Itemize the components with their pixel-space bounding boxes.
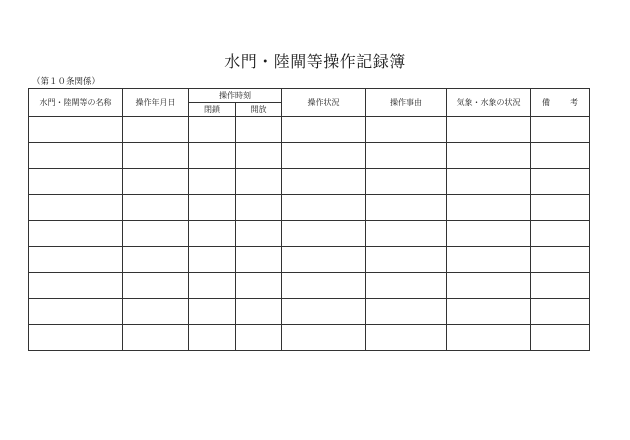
header-open: 開放 (236, 103, 282, 117)
cell-close[interactable] (189, 169, 236, 195)
cell-status[interactable] (282, 169, 366, 195)
cell-name[interactable] (29, 117, 123, 143)
cell-reason[interactable] (366, 247, 447, 273)
cell-open[interactable] (236, 325, 282, 351)
cell-name[interactable] (29, 299, 123, 325)
cell-reason[interactable] (366, 221, 447, 247)
cell-weather[interactable] (447, 221, 531, 247)
cell-status[interactable] (282, 247, 366, 273)
table-row (29, 247, 590, 273)
cell-open[interactable] (236, 273, 282, 299)
header-weather: 気象・水象の状況 (447, 89, 531, 117)
cell-weather[interactable] (447, 325, 531, 351)
cell-reason[interactable] (366, 143, 447, 169)
cell-remarks[interactable] (531, 169, 590, 195)
regulation-note: （第１０条関係） (32, 77, 101, 87)
cell-status[interactable] (282, 117, 366, 143)
header-remarks-char-1: 備 (542, 98, 550, 107)
log-body (29, 117, 590, 351)
cell-name[interactable] (29, 143, 123, 169)
cell-weather[interactable] (447, 299, 531, 325)
header-date: 操作年月日 (123, 89, 189, 117)
table-row (29, 143, 590, 169)
cell-weather[interactable] (447, 169, 531, 195)
table-row (29, 299, 590, 325)
cell-name[interactable] (29, 273, 123, 299)
operation-log-table (28, 88, 590, 351)
cell-status[interactable] (282, 273, 366, 299)
table-row (29, 169, 590, 195)
cell-remarks[interactable] (531, 143, 590, 169)
cell-date[interactable] (123, 299, 189, 325)
header-status: 操作状況 (282, 89, 366, 117)
cell-remarks[interactable] (531, 247, 590, 273)
cell-status[interactable] (282, 143, 366, 169)
cell-date[interactable] (123, 247, 189, 273)
cell-remarks[interactable] (531, 325, 590, 351)
cell-open[interactable] (236, 299, 282, 325)
cell-close[interactable] (189, 325, 236, 351)
header-name: 水門・陸閘等の名称 (29, 89, 123, 117)
cell-name[interactable] (29, 195, 123, 221)
cell-remarks[interactable] (531, 221, 590, 247)
cell-reason[interactable] (366, 169, 447, 195)
cell-date[interactable] (123, 325, 189, 351)
cell-weather[interactable] (447, 195, 531, 221)
cell-reason[interactable] (366, 273, 447, 299)
cell-close[interactable] (189, 273, 236, 299)
cell-weather[interactable] (447, 143, 531, 169)
cell-weather[interactable] (447, 273, 531, 299)
cell-date[interactable] (123, 273, 189, 299)
cell-reason[interactable] (366, 299, 447, 325)
header-reason: 操作事由 (366, 89, 447, 117)
cell-close[interactable] (189, 143, 236, 169)
cell-close[interactable] (189, 195, 236, 221)
cell-name[interactable] (29, 221, 123, 247)
cell-open[interactable] (236, 143, 282, 169)
cell-remarks[interactable] (531, 299, 590, 325)
cell-open[interactable] (236, 247, 282, 273)
cell-open[interactable] (236, 117, 282, 143)
header-close: 閉鎖 (189, 103, 236, 117)
cell-date[interactable] (123, 117, 189, 143)
page-title: 水門・陸閘等操作記録簿 (224, 52, 406, 71)
cell-reason[interactable] (366, 117, 447, 143)
cell-name[interactable] (29, 325, 123, 351)
header-remarks-char-2: 考 (570, 98, 578, 107)
cell-open[interactable] (236, 169, 282, 195)
table-row (29, 195, 590, 221)
cell-close[interactable] (189, 299, 236, 325)
cell-open[interactable] (236, 221, 282, 247)
cell-remarks[interactable] (531, 195, 590, 221)
table-row (29, 273, 590, 299)
cell-close[interactable] (189, 221, 236, 247)
cell-name[interactable] (29, 169, 123, 195)
cell-remarks[interactable] (531, 273, 590, 299)
table-row (29, 221, 590, 247)
table-row (29, 325, 590, 351)
cell-close[interactable] (189, 117, 236, 143)
cell-date[interactable] (123, 221, 189, 247)
cell-remarks[interactable] (531, 117, 590, 143)
cell-date[interactable] (123, 143, 189, 169)
cell-date[interactable] (123, 195, 189, 221)
header-remarks (531, 89, 590, 117)
cell-reason[interactable] (366, 195, 447, 221)
cell-reason[interactable] (366, 325, 447, 351)
cell-weather[interactable] (447, 247, 531, 273)
header-time: 操作時刻 (189, 89, 282, 103)
cell-weather[interactable] (447, 117, 531, 143)
table-row (29, 117, 590, 143)
cell-status[interactable] (282, 195, 366, 221)
cell-open[interactable] (236, 195, 282, 221)
cell-name[interactable] (29, 247, 123, 273)
cell-status[interactable] (282, 221, 366, 247)
cell-date[interactable] (123, 169, 189, 195)
cell-status[interactable] (282, 325, 366, 351)
cell-status[interactable] (282, 299, 366, 325)
cell-close[interactable] (189, 247, 236, 273)
